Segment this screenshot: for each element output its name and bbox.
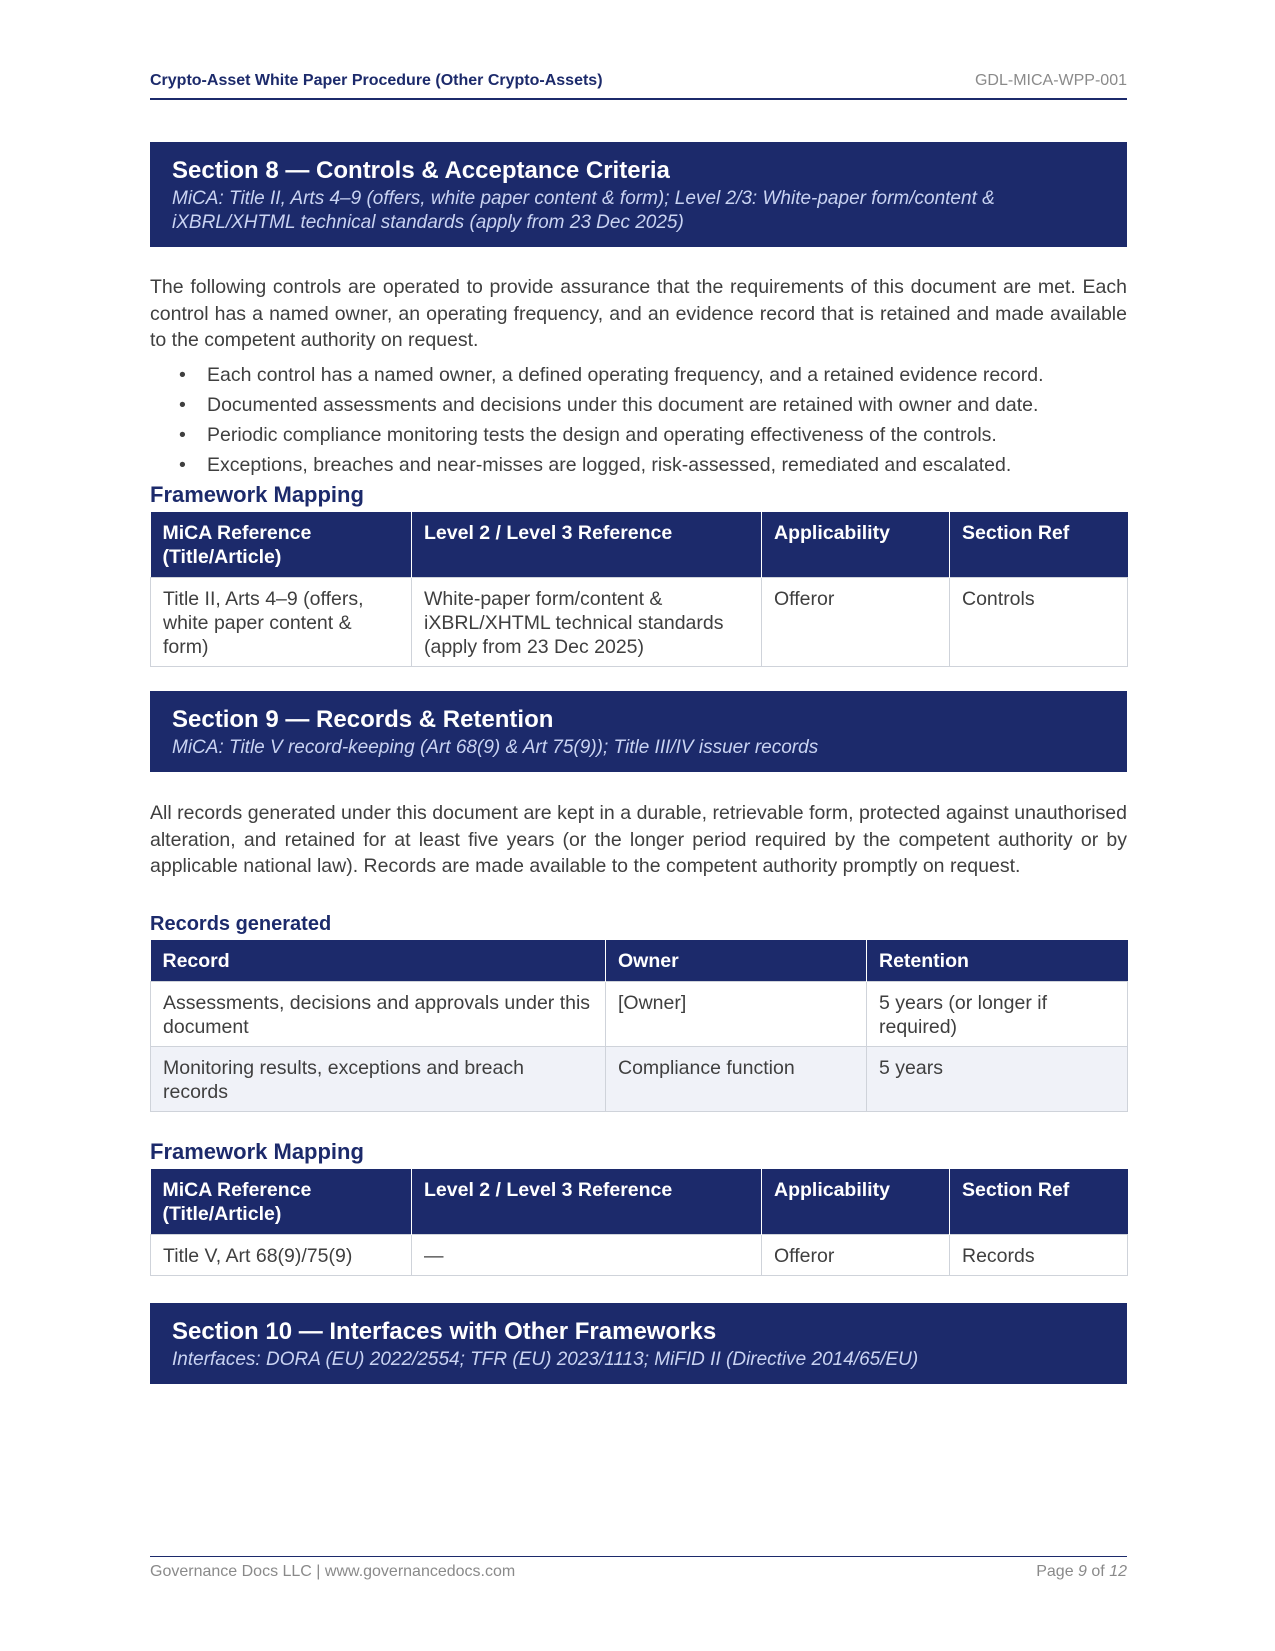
section-10-title: Section 10 — Interfaces with Other Frameworks	[172, 1318, 717, 1345]
records-generated-heading: Records generated	[150, 913, 332, 935]
section-8-mapping-table	[150, 512, 1128, 667]
table-cell: —	[412, 1235, 762, 1276]
section-8-subtitle: MiCA: Title II, Arts 4–9 (offers, white paper content & form); Level 2/3: White-paper form/content & iXBRL/XHTML technical standards (apply from 23 Dec 2025)	[172, 188, 995, 233]
page-prefix: Page	[1036, 1563, 1074, 1580]
column-header: Record	[151, 940, 606, 982]
column-header: Retention	[867, 940, 1128, 982]
list-item	[150, 420, 1127, 450]
column-header: Section Ref	[950, 512, 1128, 578]
list-item	[150, 360, 1127, 390]
section-9-mapping-heading: Framework Mapping	[150, 1139, 364, 1164]
page-of: of	[1091, 1563, 1105, 1580]
section-9-mapping-table	[150, 1169, 1128, 1276]
table-cell: Assessments, decisions and approvals under this document	[151, 982, 606, 1047]
section-10-subtitle: Interfaces: DORA (EU) 2022/2554; TFR (EU) 2023/1113; MiFID II (Directive 2014/65/EU)	[172, 1349, 919, 1370]
section-8-title: Section 8 — Controls & Acceptance Criteria	[172, 157, 670, 184]
bullet-marker: •	[179, 364, 186, 386]
section-8-intro: The following controls are operated to provide assurance that the requirements of this document are met. Each control has a named owner, an operating frequency, and an evidence record that is retained and made available to the competent authority on request.	[150, 276, 1127, 351]
table-cell: 5 years	[867, 1047, 1128, 1112]
running-footer	[150, 1556, 1127, 1581]
column-header: Owner	[606, 940, 867, 982]
bullet-marker: •	[179, 454, 186, 476]
table-header-row	[151, 940, 1128, 982]
running-header	[150, 72, 1127, 100]
column-header: Level 2 / Level 3 Reference	[412, 1169, 762, 1235]
list-item-text: Each control has a named owner, a defined operating frequency, and a retained evidence record.	[207, 364, 1044, 386]
table-cell: Title II, Arts 4–9 (offers, white paper content & form)	[151, 578, 412, 667]
column-header: MiCA Reference (Title/Article)	[151, 1169, 412, 1235]
section-9-subtitle: MiCA: Title V record-keeping (Art 68(9) & Art 75(9)); Title III/IV issuer records	[172, 737, 819, 758]
table-header-row	[151, 512, 1128, 578]
bullet-marker: •	[179, 424, 186, 446]
section-8-mapping-heading: Framework Mapping	[150, 482, 364, 507]
section-9-intro: All records generated under this document are kept in a durable, retrievable form, protected against unauthorised alteration, and retained for at least five years (or the longer period required by the competent authority or by applicable national law). Records are made available to the competent authority promptly on request.	[150, 802, 1127, 877]
list-item-text: Periodic compliance monitoring tests the design and operating effectiveness of the controls.	[207, 424, 997, 446]
table-cell: Controls	[950, 578, 1128, 667]
table-cell: Offeror	[762, 1235, 950, 1276]
page-number	[1036, 1563, 1127, 1581]
section-9-title: Section 9 — Records & Retention	[172, 706, 554, 733]
column-header: MiCA Reference (Title/Article)	[151, 512, 412, 578]
table-cell: Offeror	[762, 578, 950, 667]
table-cell: White-paper form/content & iXBRL/XHTML technical standards (apply from 23 Dec 2025)	[412, 578, 762, 667]
table-header-row	[151, 1169, 1128, 1235]
list-item-text: Documented assessments and decisions under this document are retained with owner and date.	[207, 394, 1039, 416]
table-cell: 5 years (or longer if required)	[867, 982, 1128, 1047]
table-cell: Monitoring results, exceptions and breach records	[151, 1047, 606, 1112]
section-9-banner	[150, 691, 1127, 772]
section-8-banner	[150, 142, 1127, 247]
table-row	[151, 1235, 1128, 1276]
document-code: GDL-MICA-WPP-001	[974, 72, 1127, 89]
table-cell: Title V, Art 68(9)/75(9)	[151, 1235, 412, 1276]
column-header: Applicability	[762, 512, 950, 578]
table-cell: [Owner]	[606, 982, 867, 1047]
list-item-text: Exceptions, breaches and near-misses are logged, risk-assessed, remediated and escalated.	[207, 454, 1012, 476]
footer-company: Governance Docs LLC | www.governancedocs.com	[150, 1563, 516, 1580]
table-row	[151, 982, 1128, 1047]
section-10-banner	[150, 1303, 1127, 1384]
column-header: Applicability	[762, 1169, 950, 1235]
table-row	[151, 1047, 1128, 1112]
section-8-bullet-list	[150, 360, 1127, 480]
column-header: Level 2 / Level 3 Reference	[412, 512, 762, 578]
document-title: Crypto-Asset White Paper Procedure (Other Crypto-Assets)	[150, 72, 603, 89]
list-item	[150, 390, 1127, 420]
bullet-marker: •	[179, 394, 186, 416]
table-row	[151, 578, 1128, 667]
table-cell: Records	[950, 1235, 1128, 1276]
page-current: 9	[1078, 1563, 1087, 1580]
list-item	[150, 450, 1127, 480]
page-total: 12	[1109, 1563, 1127, 1580]
column-header: Section Ref	[950, 1169, 1128, 1235]
records-table	[150, 940, 1128, 1112]
table-cell: Compliance function	[606, 1047, 867, 1112]
